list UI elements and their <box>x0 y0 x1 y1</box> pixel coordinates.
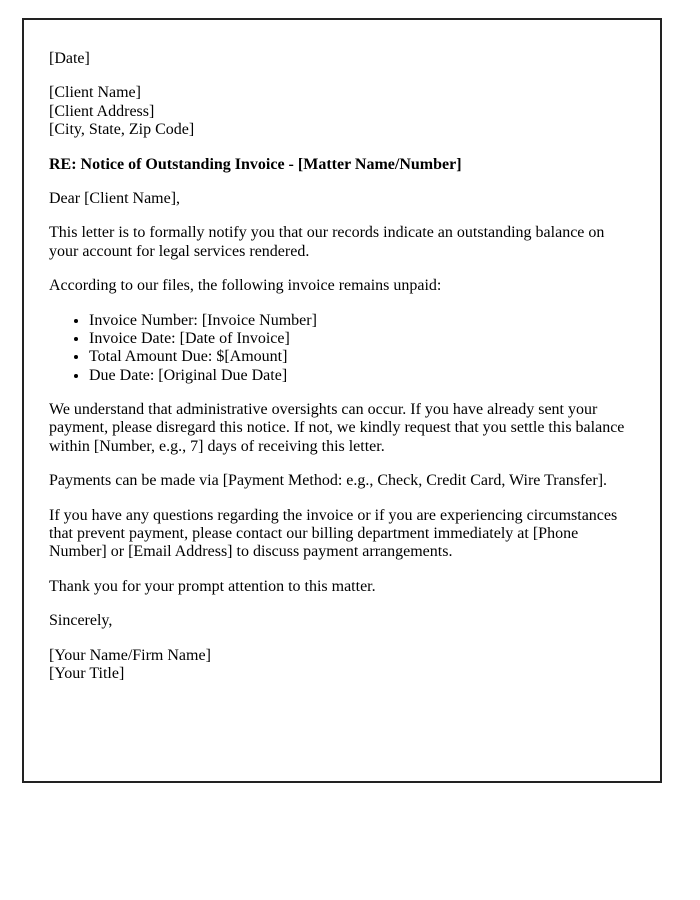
paragraph-questions <box>49 507 635 562</box>
salutation <box>49 190 635 208</box>
date-text: [Date] <box>49 50 90 67</box>
paragraph-intro-text: This letter is to formally notify you that our records indicate an outstanding balance on your account for legal services rendered. <box>49 224 605 260</box>
signature-title: [Your Title] <box>49 664 125 682</box>
recipient-name: [Client Name] <box>49 84 141 102</box>
salutation-text: Dear [Client Name], <box>49 189 181 207</box>
invoice-list-item-number: • Invoice Number: [Invoice Number] <box>89 312 635 330</box>
invoice-detail-list <box>49 312 635 386</box>
recipient-city-state-zip: [City, State, Zip Code] <box>49 121 195 139</box>
paragraph-oversight-text: We understand that administrative oversights can occur. If you have already sent your payment, please disregard this notice. If not, we kindly request that you settle this balance within [Number, e.g., 7] days of receiving this letter. <box>49 401 625 455</box>
letter-page <box>22 18 662 783</box>
paragraph-payment-methods <box>49 472 635 490</box>
invoice-list-item-date: • Invoice Date: [Date of Invoice] <box>89 330 635 348</box>
paragraph-payment-methods-text: Payments can be made via [Payment Method: e.g., Check, Credit Card, Wire Transfer]. <box>49 472 608 490</box>
paragraph-thanks-text: Thank you for your prompt attention to this matter. <box>49 577 376 595</box>
date-line <box>49 50 635 68</box>
subject-text: RE: Notice of Outstanding Invoice - [Matter Name/Number] <box>49 155 462 173</box>
signature-name: [Your Name/Firm Name] <box>49 646 211 664</box>
signature-block <box>49 647 635 684</box>
paragraph-unpaid-intro-text: According to our files, the following invoice remains unpaid: <box>49 277 442 295</box>
paragraph-intro <box>49 224 635 261</box>
paragraph-oversight <box>49 401 635 456</box>
paragraph-thanks <box>49 578 635 596</box>
invoice-list-item-amount: • Total Amount Due: $[Amount] <box>89 348 635 366</box>
paragraph-unpaid-intro <box>49 277 635 295</box>
closing <box>49 612 635 630</box>
recipient-address: [Client Address] <box>49 102 155 120</box>
subject-line <box>49 156 635 174</box>
invoice-list-item-due-date: • Due Date: [Original Due Date] <box>89 367 635 385</box>
recipient-block <box>49 84 635 139</box>
paragraph-questions-text: If you have any questions regarding the invoice or if you are experiencing circumstances that prevent payment, please contact our billing department immediately at [Phone Number] or [Email Address] to discuss payment arrangements. <box>49 506 618 561</box>
closing-text: Sincerely, <box>49 612 113 630</box>
